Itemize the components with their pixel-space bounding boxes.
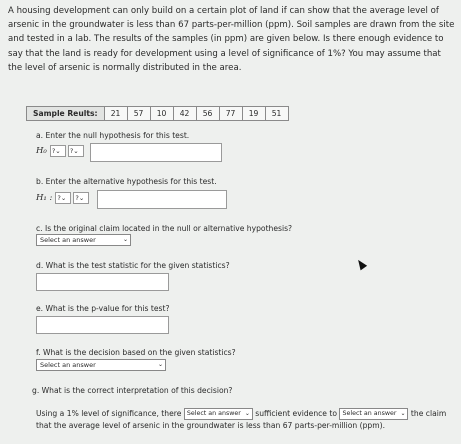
interpretation-sentence: Using a 1% level of significance, there Select an answer ⌄ sufficient evidence to Select an answer ⌄ the claim that the average level of arsenic in the groundwater is less than 67 parts-per-million (ppm). [36, 409, 447, 430]
h1-value-input[interactable] [97, 190, 227, 209]
chevron-down-icon: ⌄ [400, 410, 406, 417]
null-hypothesis-row [36, 145, 86, 157]
alt-hypothesis-row [36, 192, 91, 204]
question-a-label: a. Enter the null hypothesis for this test. [36, 131, 190, 140]
sample-value: 10 [150, 107, 173, 121]
sample-results-table [26, 106, 289, 121]
h1-symbol: H₁ : [36, 193, 53, 203]
question-f-label: f. What is the decision based on the given statistics? [36, 348, 236, 357]
sample-value: 77 [219, 107, 242, 121]
h0-symbol: H₀ [36, 146, 47, 156]
question-g-label: g. What is the correct interpretation of this decision? [32, 386, 233, 395]
h1-parameter-select[interactable]: ?⌄ [55, 192, 71, 204]
question-c-label: c. Is the original claim located in the null or alternative hypothesis? [36, 224, 293, 233]
question-b-label: b. Enter the alternative hypothesis for this test. [36, 177, 217, 186]
h1-operator-select[interactable]: ?⌄ [73, 192, 89, 204]
sample-table-header: Sample Reults: [27, 107, 105, 121]
h0-parameter-select[interactable]: ?⌄ [50, 145, 66, 157]
chevron-down-icon: ⌄ [244, 410, 250, 417]
decision-select[interactable]: Select an answer ⌄ [36, 359, 166, 371]
h0-value-input[interactable] [90, 143, 222, 162]
question-e-label: e. What is the p-value for this test? [36, 304, 170, 313]
sample-value: 19 [242, 107, 265, 121]
chevron-down-icon: ⌄ [157, 361, 163, 368]
sample-value: 57 [127, 107, 150, 121]
sample-value: 42 [173, 107, 196, 121]
sample-value: 21 [104, 107, 127, 121]
chevron-down-icon: ⌄ [122, 236, 128, 243]
sample-value: 51 [265, 107, 288, 121]
problem-statement: A housing development can only build on a certain plot of land if can show that the average level of arsenic in the groundwater is less than 67 parts-per-million (ppm). Soil samples are drawn from the site and tested in a lab. The results of the samples (in ppm) are given below. Is there enough evidence to say that the land is ready for development using a level of significance of 1%? You may assume that the level of arsenic is normally distributed in the area. [8, 6, 455, 73]
h0-operator-select[interactable]: ?⌄ [68, 145, 84, 157]
question-d-label: d. What is the test statistic for the given statistics? [36, 261, 230, 270]
p-value-input[interactable] [36, 316, 169, 334]
evidence-select[interactable]: Select an answer ⌄ [184, 408, 253, 420]
sample-value: 56 [196, 107, 219, 121]
test-statistic-input[interactable] [36, 273, 169, 291]
mouse-cursor-icon [355, 258, 367, 271]
support-reject-select[interactable]: Select an answer ⌄ [339, 408, 408, 420]
claim-location-select[interactable]: Select an answer ⌄ [36, 234, 131, 246]
